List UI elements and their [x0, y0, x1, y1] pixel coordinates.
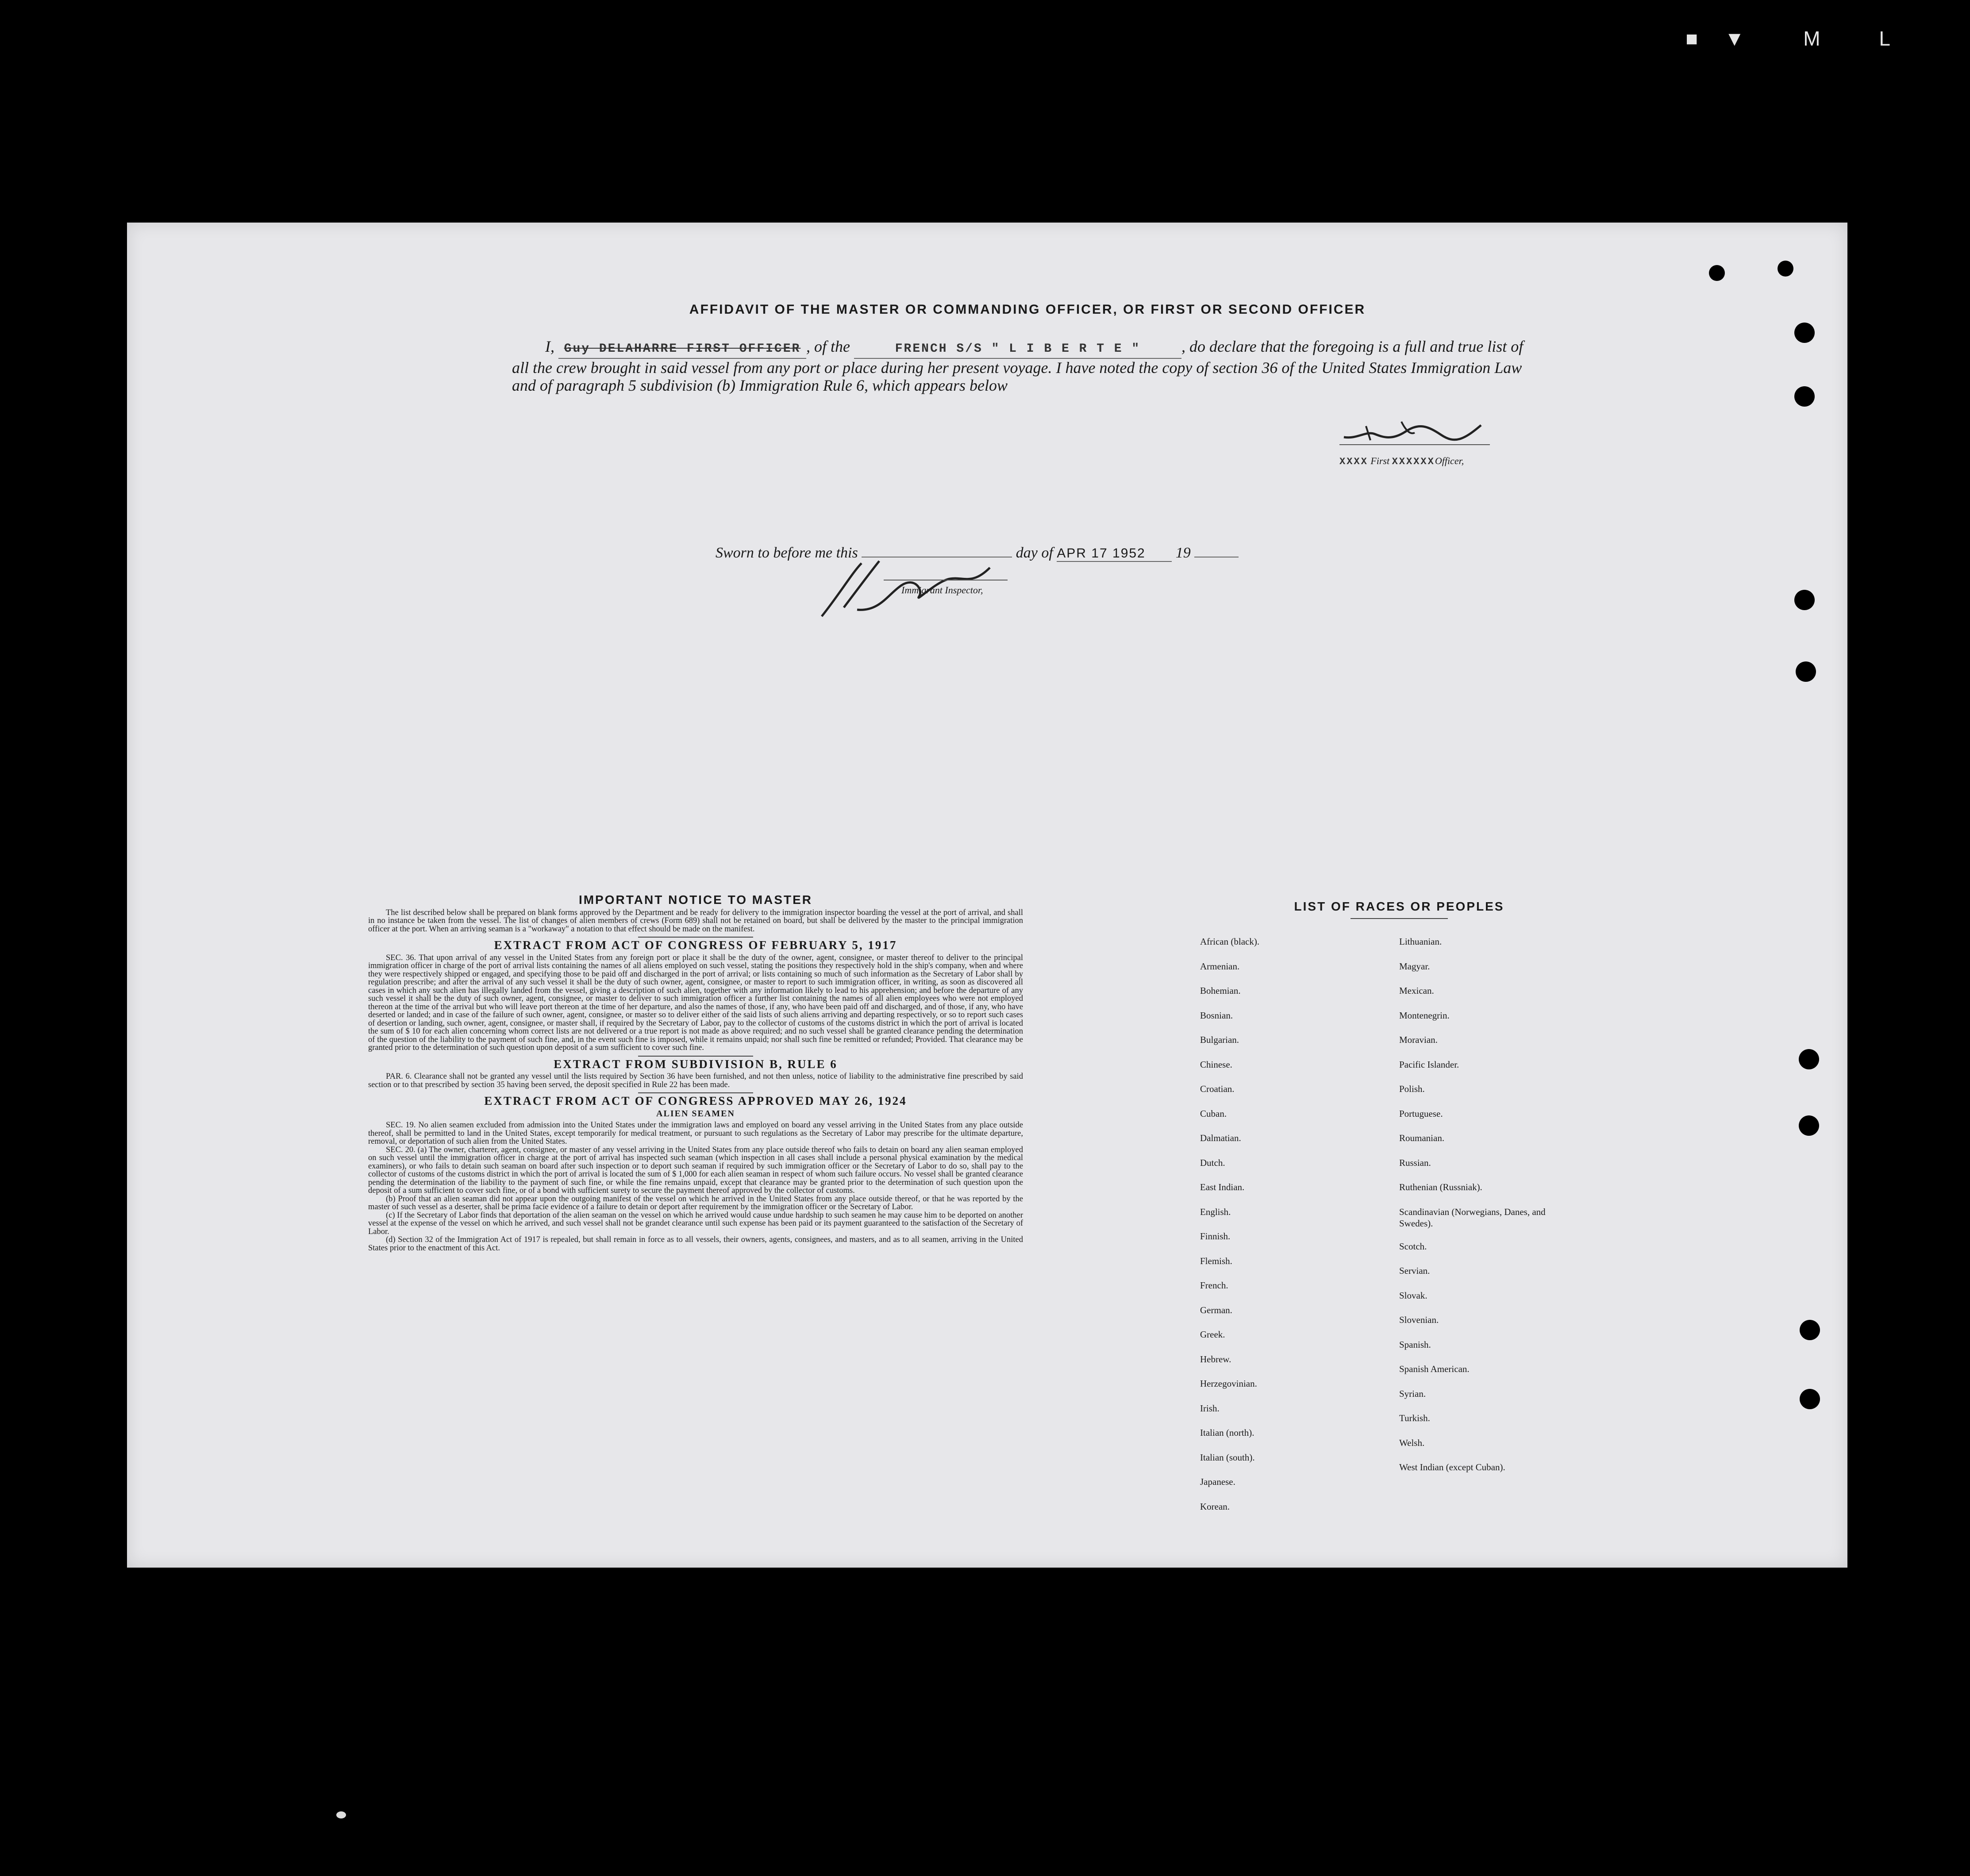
race-item: Polish.	[1399, 1084, 1425, 1094]
races-right-column	[1399, 930, 1598, 1519]
day-of-label: day of	[1016, 545, 1053, 561]
date-stamp: APR 17 1952	[1057, 546, 1172, 562]
notice-title: IMPORTANT NOTICE TO MASTER	[578, 893, 813, 907]
punch-hole	[1796, 661, 1816, 682]
races-title: LIST OF RACES OR PEOPLES	[1294, 900, 1504, 913]
declaration-body: that the foregoing is a full and true list of all the crew brought in said vessel from any port or place during her present voyage. I have noted the copy of section 36 of the United States Immigration Law and of paragraph 5 subdivision (b) Immigration Rule 6, which appears below	[512, 338, 1524, 394]
extract1-body: SEC. 36. That upon arrival of any vessel in the United States from any foreign port or place it shall be the duty of the owner, agent, consignee, or master thereof to deliver to the principal immigration officer in charge of the port of arrival lists containing the names of all aliens employed on such vessel, stating the positions they respectively hold in the ship's company, when and where they were respectively shipped or engaged, and specifying those to be paid off and discharged in the port of arrival; or lists containing so much of such information as the Secretary of Labor shall by regulation prescribe; and after the arrival of any such vessel it shall be the duty of such owner, agent, consignee, or master to report to such immigration officer, in writing, as soon as discovered all cases in which any such alien has illegally landed from the vessel, giving a description of such alien, together with any information likely to lead to his apprehension; and before the departure of any such vessel it shall be the duty of such owner, agent, consignee, or master to deliver to such immigration officer a further list containing the names of all alien employees who were not employed thereon at the time of the arrival but who will leave port thereon at the time of her departure, and also the names of those, if any, who have been paid off and discharged, and of those, if any, who have deserted or landed; and in case of the failure of such owner, agent, consignee, or master so to deliver either of the said lists of such aliens arriving and departing respectively, or so to report such cases of desertion or landing, such owner, agent, consignee, or master shall, if required by the Secretary of Labor, pay to the collector of customs of the customs district in which the port of arrival is located the sum of $ 10 for each alien concerning whom correct lists are not delivered or a true report is not made as above required; and no such vessel shall be granted clearance pending the determination of the question of the liability to the payment of such fine, and, in the event such fine is imposed, while it remains unpaid; nor shall such fine be remitted or refunded; Provided. That clearance may be granted prior to the determination of such question upon deposit of a sum sufficient to cover such fine.	[368, 953, 1023, 1052]
notice-section	[368, 895, 1023, 1252]
race-item: Korean.	[1200, 1501, 1230, 1512]
race-item: Armenian.	[1200, 961, 1240, 972]
declarant-name: Guy DELAHARRE FIRST OFFICER	[558, 340, 806, 359]
punch-hole	[1709, 265, 1725, 281]
punch-hole	[1794, 590, 1815, 610]
race-item: Magyar.	[1399, 961, 1430, 972]
race-item: Greek.	[1200, 1329, 1225, 1340]
punch-hole	[1800, 1320, 1820, 1340]
officer-signature	[1339, 413, 1490, 448]
declarant-prefix: I,	[545, 338, 554, 355]
extract2-body: PAR. 6. Clearance shall not be granted any vessel until the lists required by Section 36 have been furnished, and not then unless, notice of liability to the administrative fine prescribed by said section or to that prescribed by section 35 having been served, the deposit specified in Rule 22 has been made.	[368, 1072, 1023, 1089]
extract3-sec20c: (c) If the Secretary of Labor finds that deportation of the alien seaman on the vessel on which he arrived would cause undue hardship to such seamen he may cause him to be deported on another vessel at the expense of the vessel on which he arrived, and such vessel shall not be grandet clearance until such expense has been paid or its payment guaranteed to the satisfaction of the Secretary of Labor.	[368, 1211, 1023, 1236]
race-item: Turkish.	[1399, 1413, 1430, 1423]
extract3-sec20d: (d) Section 32 of the Immigration Act of 1917 is repealed, but shall remain in force as to all vessels, their owners, agents, consignees, and masters, and as to all seamen, arriving in the United States prior to the enactment of this Act.	[368, 1235, 1023, 1253]
document-sheet	[127, 223, 1847, 1568]
race-item: English.	[1200, 1206, 1231, 1217]
vessel-name: FRENCH S/S " L I B E R T E "	[854, 340, 1181, 359]
race-item: Servian.	[1399, 1265, 1430, 1276]
declaration-text	[512, 338, 1543, 394]
race-item: Dutch.	[1200, 1157, 1225, 1168]
race-item: East Indian.	[1200, 1182, 1245, 1192]
affidavit-section	[512, 302, 1543, 596]
race-item: Scandinavian (Norwegians, Danes, and Swedes).	[1399, 1206, 1546, 1229]
race-item: Ruthenian (Russniak).	[1399, 1182, 1482, 1192]
race-item: German.	[1200, 1304, 1232, 1315]
races-columns	[1200, 930, 1598, 1519]
film-frame-marks: ■▼ M L	[1685, 27, 1917, 50]
race-item: Italian (south).	[1200, 1452, 1255, 1463]
punch-hole	[1794, 323, 1815, 343]
race-item: Hebrew.	[1200, 1353, 1231, 1365]
extract1-title: EXTRACT FROM ACT OF CONGRESS OF FEBRUARY 5, 1917	[494, 938, 897, 952]
race-item: Chinese.	[1200, 1059, 1232, 1070]
race-item: Bosnian.	[1200, 1010, 1233, 1021]
divider	[638, 937, 753, 938]
extract3-title: EXTRACT FROM ACT OF CONGRESS APPROVED MAY 26, 1924	[484, 1094, 907, 1107]
races-section	[1200, 900, 1598, 1519]
race-item: Welsh.	[1399, 1437, 1425, 1448]
race-item: Slovenian.	[1399, 1315, 1439, 1325]
race-item: Bohemian.	[1200, 985, 1241, 996]
race-item: Bulgarian.	[1200, 1034, 1239, 1045]
divider	[638, 1056, 753, 1057]
punch-hole	[1778, 261, 1793, 277]
race-item: French.	[1200, 1280, 1228, 1291]
race-item: Slovak.	[1399, 1290, 1427, 1301]
officer-first-label: First	[1370, 455, 1390, 466]
race-item: Spanish American.	[1399, 1364, 1470, 1374]
extract3-sec20a: SEC. 20. (a) The owner, charterer, agent, consignee, or master of any vessel arriving in the United States from any place outside thereof who fails to detain on board any alien seaman employed on such vessel until the immigration officer in charge at the port of arrival has inspected such seaman (which inspection in all cases shall include a personal physical examination by the medical examiners), or who fails to detain such seaman on board after such inspection or to deport such seaman if required by such immigration officer or the Secretary of Labor to do so, shall pay to the collector of customs of the customs district in which the port of arrival is located the sum of $ 1,000 for each alien seaman in respect of whom such failure occurs. No vessel shall be granted clearance pending the determination of the liability to the payment of such fine, or while the fine remains unpaid, except that clearance may be granted prior to the determination of such question upon the deposit of a sum sufficient to cover such fine, or of a bond with sufficient surety to secure the payment thereof approved by the collector of customs.	[368, 1145, 1023, 1195]
punch-hole	[1794, 386, 1815, 407]
race-item: Dalmatian.	[1200, 1133, 1241, 1143]
race-item: Irish.	[1200, 1403, 1220, 1414]
officer-title-line	[1339, 455, 1464, 467]
race-item: Moravian.	[1399, 1034, 1438, 1045]
race-item: Mexican.	[1399, 985, 1434, 996]
officer-struck-rank: XXXX	[1339, 456, 1368, 467]
sworn-prefix: Sworn to before me this	[716, 545, 858, 561]
race-item: Russian.	[1399, 1157, 1431, 1168]
race-item: West Indian (except Cuban).	[1399, 1462, 1505, 1472]
officer-struck-command: XXXXXX	[1392, 456, 1435, 467]
race-item: Syrian.	[1399, 1388, 1426, 1399]
race-item: Italian (north).	[1200, 1427, 1254, 1438]
race-item: Montenegrin.	[1399, 1010, 1450, 1021]
film-speck	[336, 1811, 346, 1818]
races-left-column	[1200, 930, 1399, 1519]
extract2-title: EXTRACT FROM SUBDIVISION B, RULE 6	[554, 1057, 838, 1071]
race-item: Cuban.	[1200, 1108, 1227, 1119]
race-item: Lithuanian.	[1399, 936, 1442, 947]
extract3-sec20b: (b) Proof that an alien seaman did not appear upon the outgoing manifest of the vessel on which he arrived in the United States from any place outside thereof, or that he was reported by the master of such vessel as a deserter, shall be prima facie evidence of a failure to detain or deport after requirement by the immigration officer or the Secretary of Labor.	[368, 1194, 1023, 1211]
punch-hole	[1800, 1389, 1820, 1409]
race-item: African (black).	[1200, 936, 1260, 947]
officer-suffix: Officer,	[1435, 455, 1464, 466]
sworn-line	[716, 545, 1348, 562]
inspector-label: Immigrant Inspector,	[901, 584, 983, 596]
affidavit-title: AFFIDAVIT OF THE MASTER OR COMMANDING OFFICER, OR FIRST OR SECOND OFFICER	[689, 302, 1366, 317]
race-item: Scotch.	[1399, 1241, 1427, 1252]
race-item: Japanese.	[1200, 1476, 1235, 1487]
race-item: Portuguese.	[1399, 1108, 1443, 1119]
race-item: Croatian.	[1200, 1084, 1235, 1094]
race-item: Flemish.	[1200, 1255, 1232, 1266]
race-item: Roumanian.	[1399, 1133, 1445, 1143]
punch-hole	[1799, 1115, 1819, 1136]
divider	[1351, 918, 1448, 919]
do-declare-label: , do declare	[1181, 338, 1257, 355]
divider	[638, 1092, 753, 1093]
punch-hole	[1799, 1049, 1819, 1069]
race-item: Spanish.	[1399, 1339, 1431, 1350]
extract3-subtitle: ALIEN SEAMEN	[656, 1108, 735, 1119]
extract3-sec19: SEC. 19. No alien seamen excluded from admission into the United States under the immigration laws and employed on board any vessel arriving in the United States from any place outside thereof, shall be permitted to land in the United States, except temporarily for medical treatment, or pursuant to such regulations as the Secretary of Labor may prescribe for the ultimate departure, removal, or deportation of such alien from the United States.	[368, 1121, 1023, 1146]
race-item: Pacific Islander.	[1399, 1059, 1459, 1070]
of-the-label: , of the	[806, 338, 850, 355]
race-item: Herzegovinian.	[1200, 1378, 1257, 1389]
notice-intro: The list described below shall be prepared on blank forms approved by the Department and be ready for delivery to the immigration inspector boarding the vessel at the port of arrival, and shall in no instance be taken from the vessel. The list of changes of alien members of crews (Form 689) shall not be retained on board, but shall be delivered by the master to the principal immigration officer at the port. When an arriving seaman is a "workaway" a notation to that effect should be made on the manifest.	[368, 908, 1023, 934]
year-prefix: 19	[1175, 545, 1191, 561]
race-item: Finnish.	[1200, 1231, 1231, 1242]
